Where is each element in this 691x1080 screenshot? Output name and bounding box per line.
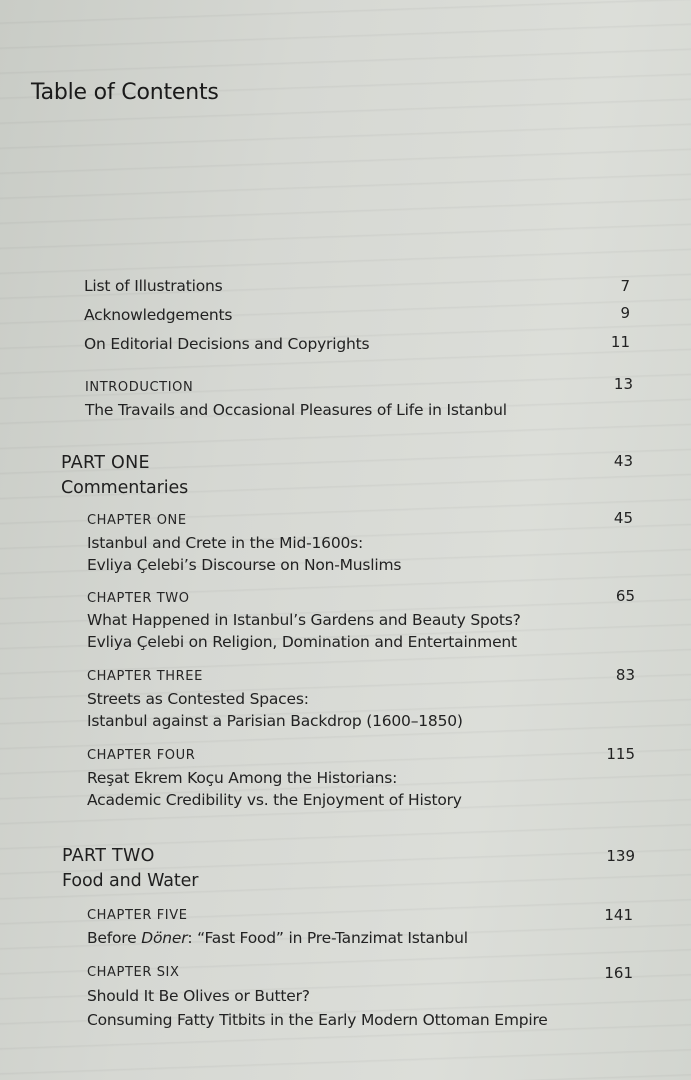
introduction-heading: INTRODUCTION [85, 380, 194, 395]
chapter-heading: CHAPTER ONE [87, 513, 187, 528]
part-two-heading: PART TWO [62, 846, 155, 866]
toc-entry-page: 83 [615, 666, 635, 684]
chapter-title-line [87, 929, 468, 947]
part-two-subtitle: Food and Water [62, 871, 199, 891]
chapter-heading: CHAPTER THREE [87, 669, 203, 684]
toc-entry-label: Acknowledgements [84, 306, 233, 324]
toc-entry-page: 43 [613, 452, 633, 470]
chapter-heading: CHAPTER TWO [87, 591, 190, 606]
toc-entry-page: 161 [604, 964, 633, 982]
toc-entry-page: 7 [620, 277, 630, 295]
toc-entry-page: 139 [606, 847, 635, 865]
toc-entry-page: 13 [613, 375, 633, 393]
chapter-title-line: Consuming Fatty Titbits in the Early Modern Ottoman Empire [87, 1011, 548, 1029]
chapter-title-pre: Before [87, 929, 142, 947]
toc-entry-page: 9 [620, 304, 630, 322]
chapter-heading: CHAPTER FOUR [87, 748, 196, 763]
chapter-title-line: Streets as Contested Spaces: [87, 690, 309, 708]
chapter-title-post: : “Fast Food” in Pre-Tanzimat Istanbul [187, 929, 468, 947]
chapter-title-line: Istanbul and Crete in the Mid-1600s: [87, 534, 364, 552]
toc-entry-page: 45 [613, 509, 633, 527]
toc-entry-page: 65 [615, 587, 635, 605]
introduction-title: The Travails and Occasional Pleasures of Life in Istanbul [85, 401, 507, 419]
chapter-title-line: Should It Be Olives or Butter? [87, 987, 310, 1005]
page-title: Table of Contents [31, 80, 219, 105]
chapter-title-line: Evliya Çelebi on Religion, Domination and Entertainment [87, 633, 517, 651]
chapter-heading: CHAPTER FIVE [87, 908, 188, 923]
toc-entry-page: 115 [606, 745, 635, 763]
toc-entry-label: On Editorial Decisions and Copyrights [84, 335, 370, 353]
toc-entry-page: 11 [610, 333, 630, 351]
chapter-heading: CHAPTER SIX [87, 965, 180, 980]
chapter-title-line: What Happened in Istanbul’s Gardens and Beauty Spots? [87, 611, 521, 629]
chapter-title-line: Reşat Ekrem Koçu Among the Historians: [87, 769, 398, 787]
part-one-heading: PART ONE [61, 453, 150, 473]
toc-entry-page: 141 [604, 906, 633, 924]
chapter-title-line: Istanbul against a Parisian Backdrop (1600–1850) [87, 712, 463, 730]
chapter-title-line: Evliya Çelebi’s Discourse on Non-Muslims [87, 556, 402, 574]
chapter-title-italic: Döner [141, 929, 188, 947]
chapter-title-line: Academic Credibility vs. the Enjoyment of History [87, 791, 462, 809]
toc-entry-label: List of Illustrations [84, 277, 223, 295]
part-one-subtitle: Commentaries [61, 478, 189, 498]
